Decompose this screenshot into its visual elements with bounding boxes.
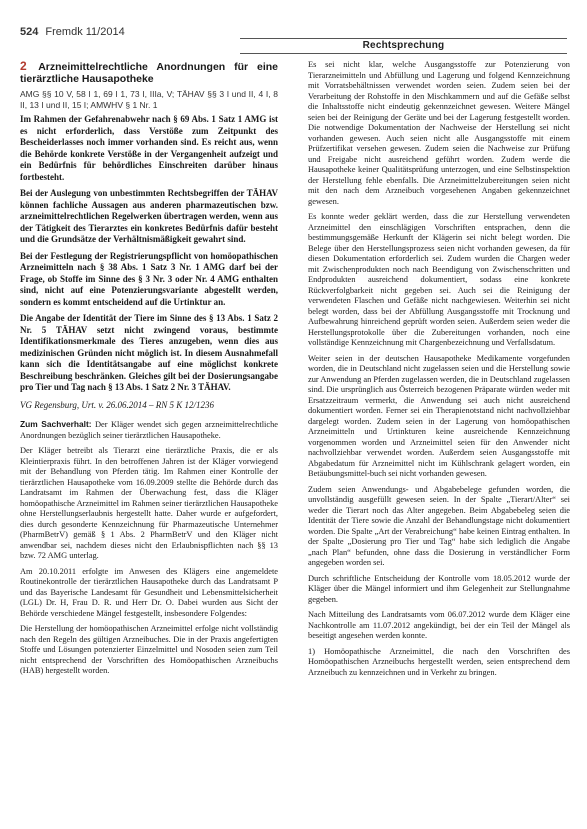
article-number: 2 — [20, 59, 27, 73]
page-number: 524 — [20, 26, 39, 38]
section-heading: Rechtsprechung — [240, 38, 567, 54]
facts-paragraph: Am 20.10.2011 erfolgte im Anwesen des Klägers eine angemeldete Routinekontrolle der tierärztlichen Hausapotheke durch das Landratsamt P und das Bayerische Landesamt für Gesundheit und Lebensmittelsicherheit (LGL) Dr. H, Frau D. R. und Herr Dr. O. Dabei wurden aus Sicht der Behörde verschiedene Mängel festgestellt, insbesondere Folgendes: — [20, 566, 278, 618]
facts-text: Der Kläger wendet sich gegen arzneimittelrechtliche Anordnungen bezüglich seiner tierärztlichen Hausapotheke. — [20, 420, 279, 440]
court-citation: VG Regensburg, Urt. v. 26.06.2014 – RN 5 K 12/1236 — [20, 399, 214, 410]
left-column — [20, 60, 278, 682]
body-paragraph: 1) Homöopathische Arzneimittel, die nach den Vorschriften des Homöopathischen Arzneibuchs hergestellt werden, seien entsprechend dem Arzneibuch zu kennzeichnen und in Verkehr zu bringen. — [308, 646, 570, 677]
headnote: Bei der Auslegung von unbestimmten Rechtsbegriffen der TÄHAV können fachliche Aussagen aus anderen pharmazeutischen bzw. arzneimittelrechtlichen Regelwerken übertragen werden, wenn aus der Tätigkeit des Tierarztes ein konkretes Bedürfnis dafür besteht und die Grundsätze der Verhältnismäßigkeit gewahrt sind. — [20, 188, 278, 244]
body-paragraph: Es sei nicht klar, welche Ausgangsstoffe zur Potenzierung von Tierarzneimitteln und Abfüllung und Lagerung und folgend Kennzeichnung mit Vorratsbehältnissen verwendet worden seien. Zudem seien bei der Verarbeitung der Rohstoffe in den Mischkammern und auf die Gefäße selbst die Inhaltsstoffe nicht eindeutig gekennzeichnet gewesen. Weitere Mängel seien bei der Reinigung der Geräte und bei der Lagerung festgestellt worden. Die notwendige Dokumentation der Nachweise der Herstellung sei nicht vorhanden gewesen. Auch seien nicht alle Ausgangsstoffe mit einem Prüfzertifikat versehen gewesen. Zudem seien die Nachweise zur Prüfung und Freigabe nicht ausreichend geführt worden. Zudem werde die Hausapotheke keiner Qualitätsprüfung unterzogen, und eine Selbstinspektion der Herstellung fehle ebenfalls. Die Arzneimittelzubereitungen seien nicht mit den nach dem Arzneibuch vorgesehenen Angaben gekennzeichnet gewesen. — [308, 60, 570, 206]
body-paragraph: Nach Mitteilung des Landratsamts vom 06.07.2012 wurde dem Kläger eine Nachkontrolle am 11.07.2012 angekündigt, bei der ein Teil der Mängel als beseitigt angesehen werden konnte. — [308, 610, 570, 640]
article-title: Arzneimittelrechtliche Anordnungen für eine tierärztliche Hausapotheke — [20, 61, 279, 85]
headnote: Im Rahmen der Gefahrenabwehr nach § 69 Abs. 1 Satz 1 AMG ist es nicht erforderlich, dass Verstöße zum Zeitpunkt des Bescheiderlasses noch immer vorhanden sind. Es reicht aus, wenn die Behörde konkrete Verstöße in der Vergangenheit aufzeigt und ein Bedürfnis für behördliches Einschreiten darüber hinaus fortbesteht. — [20, 114, 278, 182]
journal-name: Fremdk 11/2014 — [45, 26, 125, 38]
facts-paragraph: Der Kläger betreibt als Tierarzt eine tierärztliche Praxis, die er als Kleintierpraxis führt. In den betroffenen Jahren ist der Kläger vorwiegend mit der Behandlung von Pferden tätig. Im Rahmen einer Kontrolle der tierärztlichen Hausapotheke vom 16.09.2009 stellte die Behörde durch das Landratsamt im Rahmen der Überwachung fest, dass die Kläger homöopathische Arzneimittel im Rahmen seiner tierärztlichen Hausapotheke ohne Herstellungserlaubnis hergestellt hatte. Daher wurde er aufgefordert, dies durch gesonderte Kennzeichnung für Pharmazeutische Unternehmer (PharmBetrV) gemäß § 1 Abs. 2 PharmBetrV und den Kläger nicht anwendbar sei, nachdem dieses nicht den Erlaubnispflichten nach §§ 13 bzw. 72 AMG unterlag. — [20, 446, 278, 560]
running-head — [20, 26, 125, 38]
facts-paragraph: Die Herstellung der homöopathischen Arzneimittel erfolge nicht vollständig nach den Regeln des gültigen Arzneibuches. Die in der Praxis angefertigten Stoffe und Lösungen potenzierter Einzelmittel und Nosoden seien zum Teil nicht entsprechend der Vorschriften des Homöopathischen Arzneibuchs (HAB) hergestellt worden. — [20, 624, 278, 675]
article-norms: AMG §§ 10 V, 58 I 1, 69 I 1, 73 I, IIIa, V; TÄHAV §§ 3 I und II, 4 I, 8 II, 13 I und II, 15 I; AMWHV § 1 Nr. 1 — [20, 89, 278, 110]
body-paragraph: Weiter seien in der deutschen Hausapotheke Medikamente vorgefunden worden, die in Deutschland nicht zugelassen seien und die Herstellung sowie zur Anwendung an Pferden zugelassen werden, die in Deutschland zugelassen sind. Die ursprünglich aus Österreich bezogenen Präparate würden weder mit Ersatzzeitraum vermerkt, die Anwendung sei auch nicht ausreichend dokumentiert worden. Ferner sei ein Therapienotstand nicht nachvollziehbar dargelegt worden. Zudem seien in der Lagerung von homöopathischen Arzneimitteln und Urtinkturen keine ausreichende Kennzeichnung vorgenommen worden und Arzneimittel seien für den Anwender nicht nachvollziehbar verwendet worden. Außerdem seien Ausgangsstoffe mit Abgabedatum für Arzneimittel nicht im Kühlschrank gelagert worden, ein Betäubungsmittel-buch sei nicht vorhanden gewesen. — [308, 353, 570, 478]
body-paragraph: Zudem seien Anwendungs- und Abgabebelege gefunden worden, die unvollständig ausgefüllt gewesen seien. In der Spalte „Tierart/Alter“ sei weder die Tierart noch das Alter angegeben. Beim Abgabebeleg seien die Identität der Tiere sowie die Anzahl der Behandlungstage nicht dokumentiert worden. Die Spalte „Art der Verabreichung“ habe keinen Eintrag enthalten. In der Spalte „Dosierung pro Tier und Tag“ habe sich lediglich die Angabe „nach Plan“ befunden, ohne dass die Dosierung in verständlicher Form angegeben worden sei. — [308, 484, 570, 567]
body-paragraph: Durch schriftliche Entscheidung der Kontrolle vom 18.05.2012 wurde der Kläger über die Mängel informiert und ihm Gelegenheit zur Stellungnahme gegeben. — [308, 573, 570, 604]
headnote: Die Angabe der Identität der Tiere im Sinne des § 13 Abs. 1 Satz 2 Nr. 5 TÄHAV setzt nicht zwingend voraus, bestimmte Identifikationsmerkmale des Tieres anzugeben, wenn dies aus medizinischen Gründen nicht möglich ist. In diesem Ausnahmefall kann sich die Identitätsangabe auf eine möglichst konkrete Beschreibung beschränken. Gleiches gilt bei der Dosierungsangabe pro Tier und Tag nach § 13 Abs. 1 Satz 2 Nr. 3 TÄHAV. — [20, 313, 278, 392]
facts-paragraph — [20, 419, 278, 441]
facts-label: Zum Sachverhalt: — [20, 419, 92, 429]
body-paragraph: Es konnte weder geklärt werden, dass die zur Herstellung verwendeten Arzneimittel den einschlägigen Vorschriften entsprachen, denn die bestimmungsgemäße Herkunft der Klägerin sei nicht belegt worden. Die Belege über den Herstellungsprozess seien nicht vorhanden gewesen, da für diesen Dokumentation erforderlich sei. Zudem wurden die Chargen weder mit Zwischenprodukten noch nach Beendigung von Zwischenschritten und Endprodukten ausreichend dokumentiert, sodass eine konkrete Rückverfolgbarkeit nicht gegeben sei. Auch sei die Reinigung der verwendeten Flaschen und Gefäße nicht nachgewiesen. Weiterhin sei nicht belegt worden, dass bei der Abfüllung Ausgangsstoffe mit Trocknung und Aufbewahrung hinreichend geprüft worden seien. Außerdem seien weder die Herstellungsprotokolle über die Zubereitungen vorhanden, noch eine vollständige Kennzeichnung mit Chargenbezeichnung und Verfallsdatum. — [308, 212, 570, 347]
article-heading — [20, 60, 278, 85]
headnote: Bei der Festlegung der Registrierungspflicht von homöopathischen Arzneimitteln nach § 38 Abs. 1 Satz 3 Nr. 1 AMG darf bei der Frage, ob Stoffe im Sinne des § 3 Nr. 3 oder Nr. 4 AMG enthalten sind, nicht auf eine Potenzierungsvariante abgestellt werden, sondern es kommt entscheidend auf die Urtinktur an. — [20, 250, 278, 307]
right-column — [308, 60, 570, 683]
